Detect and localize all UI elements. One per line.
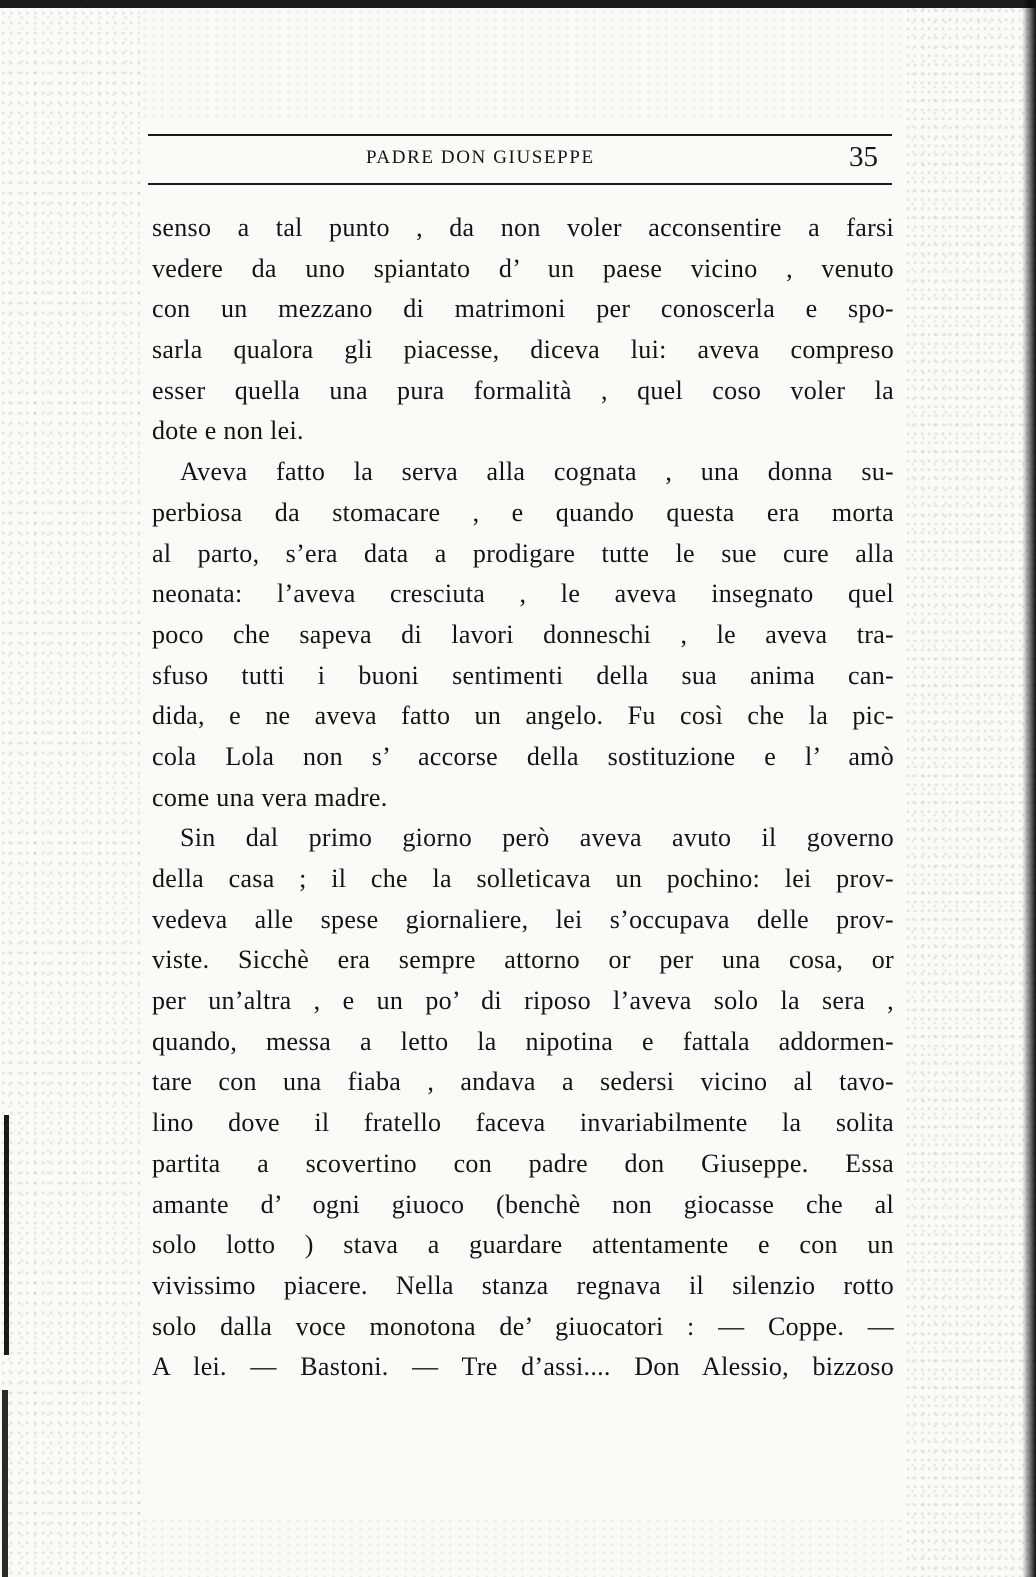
text-line: partita a scovertino con padre don Giuseppe. Essa bbox=[152, 1148, 894, 1178]
text-line: esser quella una pura formalità , quel coso voler la bbox=[152, 375, 894, 405]
text-line: amante d’ ogni giuoco (benchè non giocasse che al bbox=[152, 1189, 894, 1219]
scan-noise-top bbox=[140, 0, 906, 120]
text-line: poco che sapeva di lavori donneschi , le aveva tra- bbox=[152, 619, 894, 649]
scan-noise-left bbox=[0, 0, 140, 1577]
text-line: senso a tal punto , da non voler acconsentire a farsi bbox=[152, 213, 894, 242]
text-line: dote e non lei. bbox=[152, 416, 304, 446]
text-line: Aveva fatto la serva alla cognata , una donna su- bbox=[180, 457, 894, 487]
text-line: quando, messa a letto la nipotina e fattala addormen- bbox=[152, 1026, 894, 1056]
text-line: sarla qualora gli piacesse, diceva lui: aveva compreso bbox=[152, 335, 894, 365]
text-line: come una vera madre. bbox=[152, 782, 388, 812]
binding-mark-lower bbox=[2, 1390, 8, 1577]
text-line: vedeva alle spese giornaliere, lei s’occupava delle prov- bbox=[152, 904, 894, 934]
text-line: sfuso tutti i buoni sentimenti della sua anima can- bbox=[152, 660, 894, 690]
scan-noise-right bbox=[906, 0, 1036, 1577]
text-line: al parto, s’era data a prodigare tutte le sue cure alla bbox=[152, 538, 894, 568]
text-line: A lei. — Bastoni. — Tre d’assi.... Don Alessio, bizzoso bbox=[152, 1352, 894, 1382]
text-line: solo dalla voce monotona de’ giuocatori : — Coppe. — bbox=[152, 1311, 894, 1341]
text-line: vivissimo piacere. Nella stanza regnava il silenzio rotto bbox=[152, 1270, 894, 1300]
text-line: Sin dal primo giorno però aveva avuto il governo bbox=[180, 823, 894, 853]
running-head bbox=[148, 141, 892, 179]
running-title: PADRE DON GIUSEPPE bbox=[366, 147, 595, 168]
text-line: lino dove il fratello faceva invariabilmente la solita bbox=[152, 1108, 894, 1138]
text-line: con un mezzano di matrimoni per conoscerla e spo- bbox=[152, 294, 894, 324]
text-line: neonata: l’aveva cresciuta , le aveva insegnato quel bbox=[152, 579, 894, 609]
scan-right-edge-shadow bbox=[1022, 0, 1036, 1577]
header-rule-bottom bbox=[148, 183, 892, 185]
header-rule-top bbox=[148, 134, 892, 136]
text-line: vedere da uno spiantato d’ un paese vicino , venuto bbox=[152, 253, 894, 283]
text-line: tare con una fiaba , andava a sedersi vicino al tavo- bbox=[152, 1067, 894, 1097]
text-line: della casa ; il che la solleticava un pochino: lei prov- bbox=[152, 864, 894, 893]
binding-mark bbox=[4, 1115, 9, 1355]
scan-noise-bottom bbox=[140, 1517, 906, 1577]
text-line: per un’altra , e un po’ di riposo l’aveva solo la sera , bbox=[152, 986, 894, 1016]
body-text bbox=[152, 208, 894, 1388]
text-line: dida, e ne aveva fatto un angelo. Fu così che la pic- bbox=[152, 701, 894, 731]
text-line: viste. Sicchè era sempre attorno or per una cosa, or bbox=[152, 945, 894, 975]
page-number: 35 bbox=[849, 141, 878, 173]
text-line: cola Lola non s’ accorse della sostituzione e l’ amò bbox=[152, 741, 894, 771]
text-line: perbiosa da stomacare , e quando questa era morta bbox=[152, 497, 894, 527]
text-line: solo lotto ) stava a guardare attentamente e con un bbox=[152, 1230, 894, 1260]
